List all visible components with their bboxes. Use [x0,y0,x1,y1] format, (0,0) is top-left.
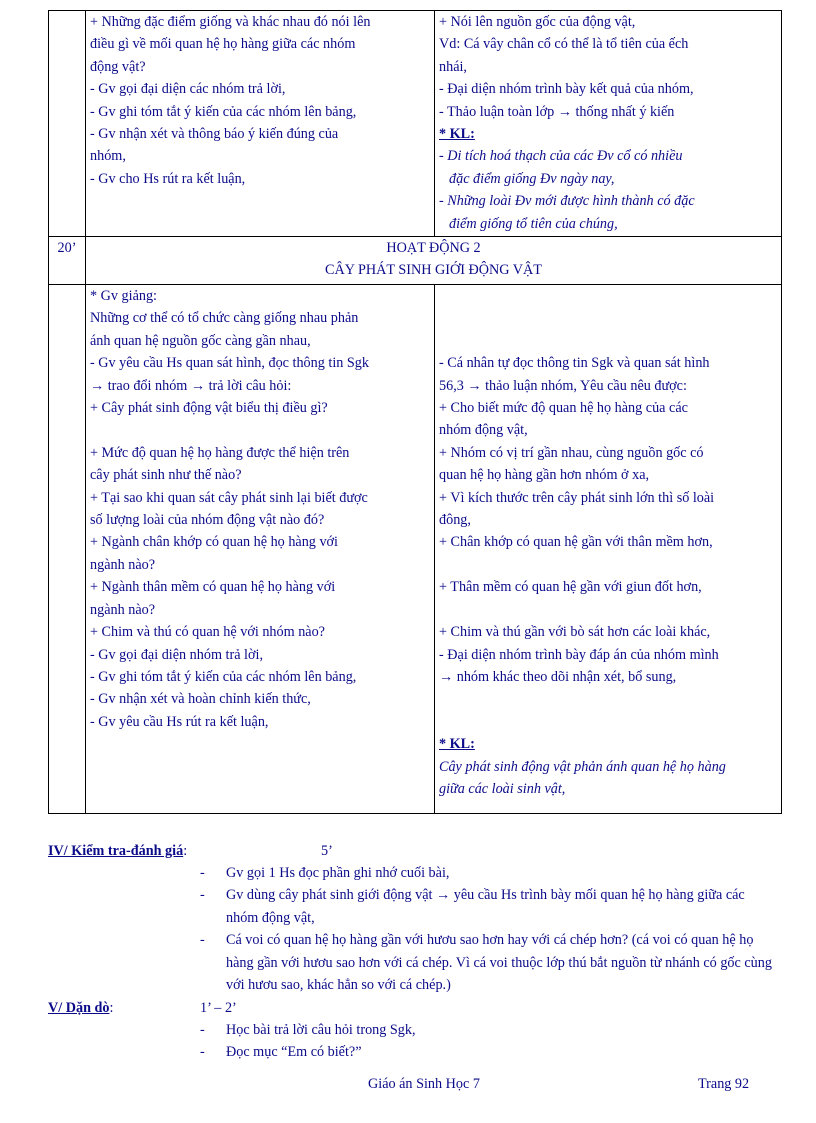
text-line [439,554,777,576]
conclusion-line: - Những loài Đv mới được hình thành có đặc [439,193,695,210]
text-line: cây phát sinh như thế nào? [90,467,242,484]
text-line: điều gì về mối quan hệ họ hàng giữa các nhóm [90,36,356,53]
text-line: + Chim và thú gần với bò sát hơn các loài khác, [439,624,711,641]
conclusion-line: Cây phát sinh động vật phản ánh quan hệ họ hàng [439,758,726,775]
text-line: Vd: Cá vây chân cổ có thể là tổ tiên của ếch [439,36,689,53]
text-line: - Đại diện nhóm trình bày đáp án của nhóm mình [439,646,719,663]
text-line: - Đại diện nhóm trình bày kết quả của nhóm, [439,81,694,98]
text-line [439,285,777,307]
text-line: - Gv yêu cầu Hs rút ra kết luận, [90,713,269,730]
activity-time: 20’ [49,237,86,285]
text-line: + Thân mềm có quan hệ gần với giun đốt hơn, [439,579,702,596]
text-line: → nhóm khác theo dõi nhận xét, bổ sung, [439,668,677,685]
conclusion-line: - Di tích hoá thạch của các Đv cổ có nhiều [439,148,683,165]
activity-title: HOẠT ĐỘNG 2 [386,240,481,256]
text-line: nhóm, [90,148,126,165]
text-line: - Gv cho Hs rút ra kết luận, [90,170,246,187]
section-colon: : [183,843,188,859]
text-line [439,330,777,352]
activity-heading-cell [86,237,782,285]
bullet-dash: - [200,865,205,881]
section-colon: : [109,1000,114,1016]
text-line: - Gv nhận xét và thông báo ý kiến đúng của [90,126,339,143]
text-line: Những cơ thể có tổ chức càng giống nhau phản [90,310,359,327]
text-line: số lượng loài của nhóm động vật nào đó? [90,512,325,529]
section-assessment [48,840,187,862]
text-line: + Nói lên nguồn gốc của động vật, [439,14,636,30]
table-row [49,11,782,237]
teacher-activity-cell [86,285,435,814]
section-time: 5’ [321,843,333,859]
text-line: - Gv ghi tóm tắt ý kiến của các nhóm lên bảng, [90,668,357,685]
activity-subtitle: CÂY PHÁT SINH GIỚI ĐỘNG VẬT [325,262,542,279]
text-line: + Ngành thân mềm có quan hệ họ hàng với [90,579,336,596]
text-line: - Cá nhân tự đọc thông tin Sgk và quan sát hình [439,355,710,372]
section-time: 1’ – 2’ [200,1000,237,1016]
activity-header-row [49,237,782,285]
text-line [439,599,777,621]
conclusion-line: đặc điểm giống Đv ngày nay, [449,170,615,187]
text-line: đông, [439,512,471,529]
lesson-table [48,10,782,814]
bullet-dash: - [200,932,205,949]
text-line: - Gv gọi đại diện các nhóm trả lời, [90,81,286,98]
text-line [90,419,430,441]
text-line: nhóm động vật, [439,422,528,439]
time-cell [49,11,86,237]
bullet-dash: - [200,1044,205,1061]
conclusion-line: điểm giống tổ tiên của chúng, [449,215,618,232]
text-line: + Tại sao khi quan sát cây phát sinh lại biết được [90,489,368,506]
text-line: nhái, [439,58,467,75]
text-line: → trao đổi nhóm → trả lời câu hỏi: [90,377,292,394]
conclusion-label: * KL: [439,126,475,143]
footer-book-title: Giáo án Sinh Học 7 [368,1076,480,1092]
text-line: + Vì kích thước trên cây phát sinh lớn thì số loài [439,489,715,506]
text-line: động vật? [90,58,146,75]
text-line: ngành nào? [90,601,156,618]
text-line: - Gv nhận xét và hoàn chỉnh kiến thức, [90,691,311,708]
text-line: - Gv gọi đại diện nhóm trả lời, [90,646,263,663]
text-line: + Những đặc điểm giống và khác nhau đó nói lên [90,14,371,30]
text-line [439,688,777,710]
text-line: - Gv ghi tóm tắt ý kiến của các nhóm lên bảng, [90,103,357,120]
conclusion-label: * KL: [439,736,475,753]
footer-page-number: Trang 92 [698,1076,750,1092]
text-line: ánh quan hệ nguồn gốc càng gần nhau, [90,332,311,349]
text-line: * Gv giảng: [90,288,157,304]
student-activity-cell [435,11,782,237]
text-line: - Thảo luận toàn lớp → thống nhất ý kiến [439,103,675,120]
text-line: - Gv yêu cầu Hs quan sát hình, đọc thông tin Sgk [90,355,369,372]
list-item: - Học bài trả lời câu hỏi trong Sgk, [200,1019,780,1041]
text-line: quan hệ họ hàng gần hơn nhóm ở xa, [439,467,650,484]
section-homework [48,997,113,1019]
bullet-dash: - [200,1022,205,1038]
list-item: - Đọc mục “Em có biết?” [200,1041,780,1063]
text-line: ngành nào? [90,556,156,573]
table-row [49,285,782,814]
text-line: + Chim và thú có quan hệ với nhóm nào? [90,624,325,641]
time-cell [49,285,86,814]
text-line: + Nhóm có vị trí gần nhau, cùng nguồn gốc có [439,444,704,461]
list-item: - Cá voi có quan hệ họ hàng gần với hươu sao hơn hay với cá chép hơn? (cá voi có quan hệ họ hàng gần với hươu sao hơn với cá chép. Vì cá voi thuộc lớp thú bắt nguồn từ nhánh có gốc cùng với hươu sao, khác hẳn so với cá chép.) [200,929,780,996]
assessment-list [200,862,780,996]
conclusion-line: giữa các loài sinh vật, [439,780,566,797]
list-item: - Gv gọi 1 Hs đọc phần ghi nhớ cuối bài, [200,862,780,884]
text-line: 56,3 → thảo luận nhóm, Yêu cầu nêu được: [439,377,687,394]
section-title: IV/ Kiểm tra-đánh giá [48,843,184,859]
text-line [439,307,777,329]
text-line: + Ngành chân khớp có quan hệ họ hàng với [90,534,338,551]
text-line: + Mức độ quan hệ họ hàng được thể hiện trên [90,444,350,461]
teacher-activity-cell [86,11,435,237]
text-line: + Cây phát sinh động vật biểu thị điều gì? [90,400,328,417]
section-title: V/ Dặn dò [48,1000,110,1016]
text-line: + Chân khớp có quan hệ gần với thân mềm hơn, [439,534,713,551]
text-line [439,711,777,733]
homework-list [200,1019,780,1064]
bullet-dash: - [200,887,205,904]
student-activity-cell [435,285,782,814]
text-line: + Cho biết mức độ quan hệ họ hàng của các [439,400,688,417]
list-item: - Gv dùng cây phát sinh giới động vật → yêu cầu Hs trình bày mối quan hệ họ hàng giữa các nhóm động vật, [200,884,780,929]
